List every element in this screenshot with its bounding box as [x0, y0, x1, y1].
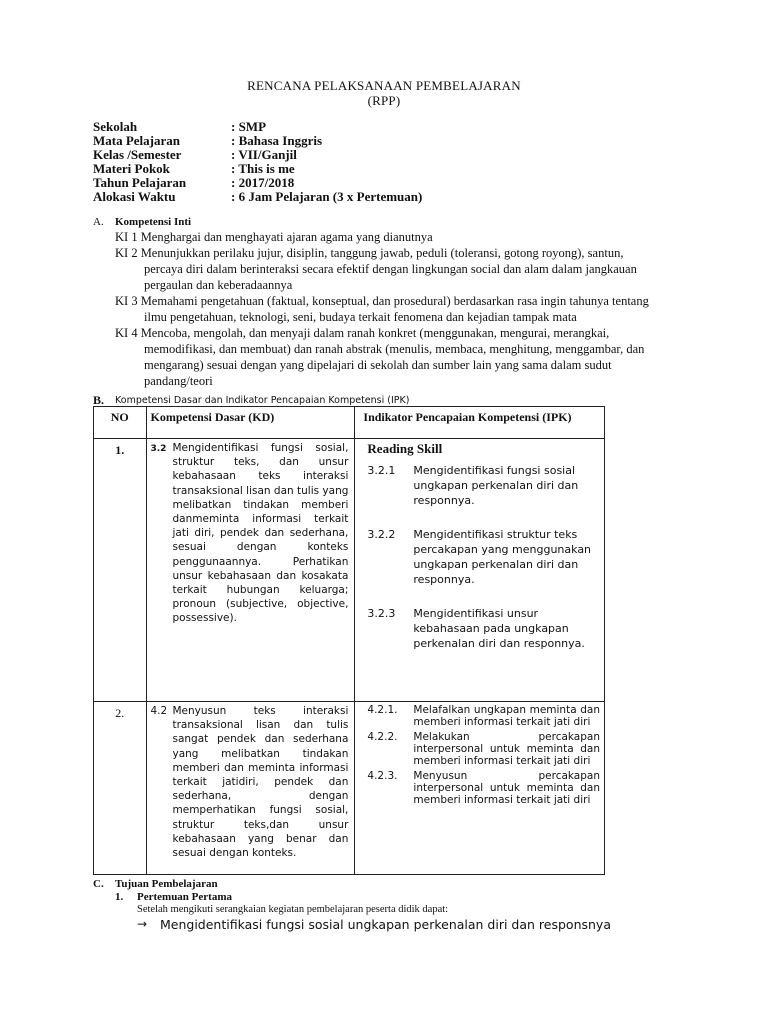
ki-item: KI 1 Menghargai dan menghayati ajaran agama yang dianutnya: [115, 230, 433, 244]
subsection-number: 1.: [115, 891, 124, 903]
info-value-topic: : This is me: [231, 161, 295, 176]
info-label-class: Kelas /Semester: [93, 147, 182, 162]
kd-cell: [146, 439, 355, 702]
ki-item: KI 2 Menunjukkan perilaku jujur, disiplin, tanggung jawab, peduli (toleransi, gotong royong), santun, percaya diri dalam berinteraksi secara efektif dengan lingkungan social dan alam dalam jangkauan pergaulan dan keberadaannya: [115, 246, 637, 292]
ipk-item: [367, 606, 594, 651]
ipk-number: 4.2.2.: [367, 731, 398, 743]
ipk-cell: [355, 439, 605, 702]
ipk-item: [367, 704, 600, 728]
ipk-heading: Reading Skill: [367, 441, 443, 456]
info-value-school: : SMP: [231, 119, 267, 134]
ki-list: [115, 229, 655, 389]
section-b-letter: B.: [93, 393, 105, 407]
objective-item: Mengidentifikasi fungsi sosial ungkapan perkenalan diri dan responsnya: [160, 917, 611, 932]
ipk-cell: [355, 702, 605, 875]
header-ipk: Indikator Pencapaian Kompetensi (IPK): [355, 407, 605, 439]
info-value-class: : VII/Ganjil: [231, 147, 297, 162]
ipk-number: 3.2.3: [367, 607, 396, 620]
ipk-number: 3.2.2: [367, 528, 396, 541]
subsection-title: Pertemuan Pertama: [137, 891, 232, 903]
kd-text: Mengidentifikasi fungsi sosial, struktur teks, dan unsur kebahasaan teks interaksi transaksional lisan dan tulis yang melibatkan tindakan memberi danmeminta informasi terkait jati diri, pendek dan sederhana, sesuai dengan konteks penggunaannya. Perhatikan unsur kebahasaan dan kosakata terkait hubungan keluarga; pronoun (subjective, objective, possessive).: [172, 442, 349, 625]
kd-number: 3.2: [150, 444, 167, 454]
table-row: [94, 439, 605, 702]
ipk-item: [367, 731, 600, 767]
ipk-text: Mengidentifikasi struktur teks percakapan yang menggunakan ungkapan perkenalan diri dan responnya.: [413, 528, 592, 586]
ipk-text: Menyusun percakapan interpersonal untuk meminta dan memberi informasi terkait jati diri: [413, 770, 600, 806]
ipk-number: 3.2.1: [367, 464, 396, 477]
document-subtitle: (RPP): [367, 93, 401, 108]
section-c-letter: C.: [93, 878, 104, 890]
ipk-item: [367, 463, 594, 508]
table-row: [94, 702, 605, 875]
info-value-time: : 6 Jam Pelajaran (3 x Pertemuan): [231, 189, 423, 204]
info-value-subject: : Bahasa Inggris: [231, 133, 323, 148]
info-label-year: Tahun Pelajaran: [93, 175, 187, 190]
header-kd: Kompetensi Dasar (KD): [146, 407, 355, 439]
info-label-topic: Materi Pokok: [93, 161, 170, 176]
ipk-text: Melakukan percakapan interpersonal untuk meminta dan memberi informasi terkait jati diri: [413, 731, 600, 767]
info-label-school: Sekolah: [93, 119, 138, 134]
section-a-letter: A.: [93, 216, 104, 228]
row-no: 2.: [94, 702, 147, 875]
section-b-title: Kompetensi Dasar dan Indikator Pencapaian Kompetensi (IPK): [115, 395, 410, 406]
ipk-number: 4.2.1.: [367, 704, 398, 716]
section-a-title: Kompetensi Inti: [115, 216, 192, 228]
ipk-text: Mengidentifikasi unsur kebahasaan pada ungkapan perkenalan diri dan responnya.: [413, 607, 585, 650]
info-label-subject: Mata Pelajaran: [93, 133, 181, 148]
kd-ipk-table: [93, 406, 605, 875]
ki-item: KI 4 Mencoba, mengolah, dan menyaji dalam ranah konkret (menggunakan, mengurai, merangkai, memodifikasi, dan membuat) dan ranah abstrak (menulis, membaca, menghitung, menggambar, dan mengarang) sesuai dengan yang dipelajari di sekolah dan sumber lain yang sama dalam sudut pandang/teori: [115, 326, 645, 388]
table-header-row: [94, 407, 605, 439]
kd-number: 4.2: [150, 705, 168, 717]
document-title: RENCANA PELAKSANAAN PEMBELAJARAN: [247, 78, 521, 93]
info-value-year: : 2017/2018: [231, 175, 295, 190]
row-no: 1.: [94, 439, 147, 702]
kd-cell: [146, 702, 355, 875]
ipk-item: [367, 527, 594, 587]
ipk-item: [367, 770, 600, 806]
arrow-icon: →: [137, 917, 148, 931]
section-c-title: Tujuan Pembelajaran: [115, 878, 218, 890]
objective-intro: Setelah mengikuti serangkaian kegiatan pembelajaran peserta didik dapat:: [137, 904, 449, 915]
ki-item: KI 3 Memahami pengetahuan (faktual, konseptual, dan prosedural) berdasarkan rasa ingin tahunya tentang ilmu pengetahuan, teknologi, seni, budaya terkait fenomena dan kejadian tampak mata: [115, 294, 649, 324]
ipk-text: Melafalkan ungkapan meminta dan memberi informasi terkait jati diri: [413, 704, 600, 728]
kd-text: Menyusun teks interaksi transaksional lisan dan tulis sangat pendek dan sederhana yang melibatkan tindakan memberi dan meminta informasi terkait jatidiri, pendek dan sederhana, dengan memperhatikan fungsi sosial, struktur teks,dan unsur kebahasaan yang benar dan sesuai dengan konteks.: [172, 705, 349, 860]
ipk-number: 4.2.3.: [367, 770, 398, 782]
ipk-text: Mengidentifikasi fungsi sosial ungkapan perkenalan diri dan responnya.: [413, 464, 579, 507]
info-label-time: Alokasi Waktu: [93, 189, 176, 204]
header-no: NO: [94, 407, 147, 439]
